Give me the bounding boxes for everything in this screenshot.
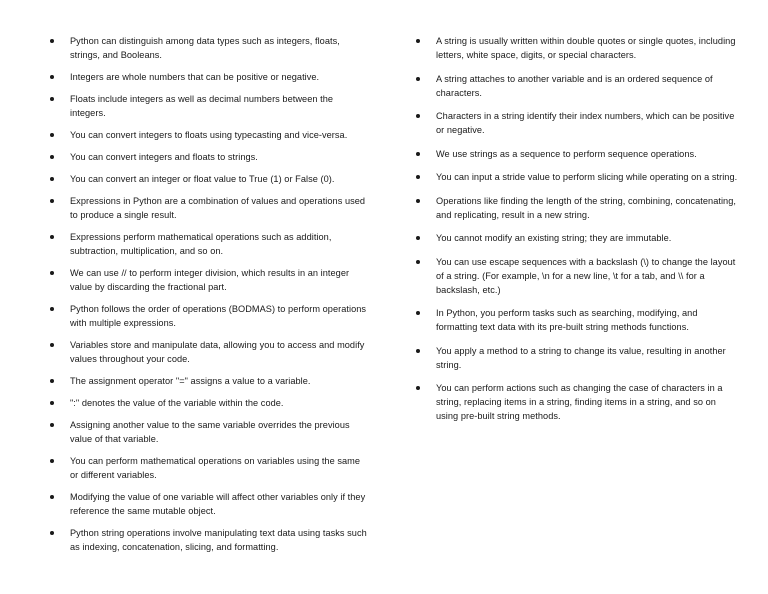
list-item [48,266,370,294]
list-item-text: You can convert integers to floats using typecasting and vice-versa. [70,130,348,140]
bullet-icon [50,531,54,535]
list-item-text: ":" denotes the value of the variable within the code. [70,398,284,408]
list-item [48,34,370,62]
list-item-text: Integers are whole numbers that can be positive or negative. [70,72,320,82]
bullet-icon [50,75,54,79]
list-item [414,72,738,100]
list-item [48,70,370,84]
bullet-icon [50,271,54,275]
list-item-text: You can use escape sequences with a backslash (\) to change the layout of a string. (For example, \n for a new line, \t for a tab, and \\ for a backslash, etc.) [436,256,736,295]
list-item-text: Python string operations involve manipulating text data using tasks such as indexing, concatenation, slicing, and formatting. [70,528,367,552]
list-item [48,92,370,120]
list-item-text: We use strings as a sequence to perform sequence operations. [436,148,697,159]
right-bullet-list [414,34,738,433]
list-item-text: A string attaches to another variable and is an ordered sequence of characters. [436,73,713,98]
list-item [414,147,738,161]
list-item [414,231,738,245]
bullet-icon [50,97,54,101]
list-item-text: You cannot modify an existing string; they are immutable. [436,233,672,243]
bullet-icon [416,349,420,353]
list-item-text: You can perform actions such as changing the case of characters in a string, replacing items in a string, finding items in a string, and so on using pre-built string methods. [436,383,723,421]
list-item [414,255,738,297]
list-item-text: You can input a stride value to perform slicing while operating on a string. [436,172,738,182]
bullet-icon [50,307,54,311]
bullet-icon [50,379,54,383]
bullet-icon [50,495,54,499]
list-item-text: We can use // to perform integer division, which results in an integer value by discarding the fractional part. [70,268,350,292]
list-item [48,490,370,518]
bullet-icon [50,133,54,137]
list-item-text: You can perform mathematical operations on variables using the same or different variables. [70,456,361,480]
list-item [48,128,370,142]
bullet-icon [50,199,54,203]
list-item-text: A string is usually written within double quotes or single quotes, including letters, white space, digits, or special characters. [436,36,736,60]
list-item-text: You can convert integers and floats to strings. [70,152,258,162]
bullet-icon [416,39,420,43]
list-item [48,396,370,410]
list-item-text: The assignment operator "=" assigns a value to a variable. [70,376,311,386]
list-item [414,170,738,184]
list-item [48,374,370,388]
left-bullet-list [48,34,370,562]
list-item [48,194,370,222]
bullet-icon [416,152,420,156]
bullet-icon [416,260,420,264]
list-item [48,526,370,554]
list-item-text: Characters in a string identify their index numbers, which can be positive or negative. [436,111,735,135]
bullet-icon [50,235,54,239]
list-item-text: Floats include integers as well as decimal numbers between the integers. [70,94,334,118]
list-item-text: Python follows the order of operations (BODMAS) to perform operations with multiple expressions. [70,304,367,328]
list-item [414,109,738,137]
list-item [48,302,370,330]
bullet-icon [416,311,420,315]
list-item [414,306,738,334]
bullet-icon [416,236,420,240]
list-item [414,344,738,372]
list-item-text: You apply a method to a string to change its value, resulting in another string. [436,345,726,370]
list-item [414,34,738,62]
bullet-icon [50,343,54,347]
bullet-icon [50,177,54,181]
list-item-text: You can convert an integer or float value to True (1) or False (0). [70,174,335,184]
bullet-icon [416,77,420,81]
list-item-text: Python can distinguish among data types such as integers, floats, strings, and Booleans. [70,36,340,60]
list-item [414,194,738,222]
list-item [48,454,370,482]
list-item-text: Assigning another value to the same variable overrides the previous value of that variable. [70,420,350,444]
list-item-text: Expressions perform mathematical operations such as addition, subtraction, multiplication, and so on. [70,232,332,256]
list-item [48,172,370,186]
bullet-icon [50,155,54,159]
bullet-icon [50,459,54,463]
list-item-text: Variables store and manipulate data, allowing you to access and modify values throughout your code. [70,340,365,364]
list-item-text: In Python, you perform tasks such as searching, modifying, and formatting text data with its pre-built string methods functions. [436,308,698,332]
list-item [48,338,370,366]
bullet-icon [50,39,54,43]
list-item-text: Operations like finding the length of the string, combining, concatenating, and replicating, result in a new string. [436,195,736,220]
list-item [414,381,738,423]
list-item [48,150,370,164]
list-item [48,230,370,258]
bullet-icon [416,175,420,179]
bullet-icon [50,423,54,427]
bullet-icon [50,401,54,405]
bullet-icon [416,114,420,118]
bullet-icon [416,199,420,203]
list-item [48,418,370,446]
list-item-text: Modifying the value of one variable will affect other variables only if they reference the same mutable object. [70,492,366,516]
list-item-text: Expressions in Python are a combination of values and operations used to produce a single result. [70,196,366,220]
bullet-icon [416,386,420,390]
